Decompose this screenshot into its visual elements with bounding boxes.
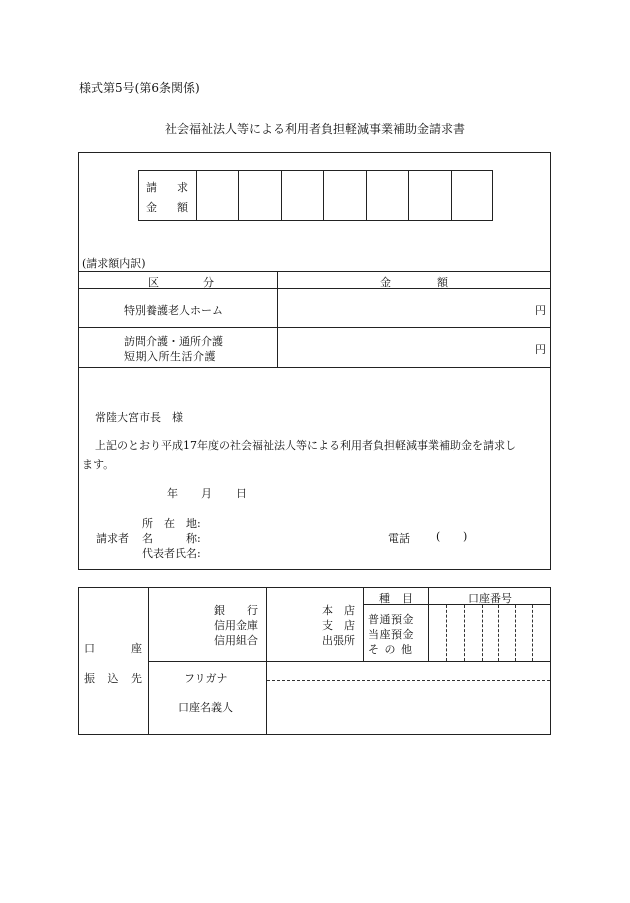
account-label: 口 座	[84, 642, 142, 655]
date-day-label: 日	[236, 487, 247, 500]
kind-current[interactable]: 当座預金	[368, 628, 414, 641]
request-body-line1: 上記のとおり平成17年度の社会福祉法人等による利用者負担軽減事業補助金を請求し	[95, 439, 516, 452]
row-label-short-stay: 短期入所生活介護	[124, 350, 216, 363]
bank-type-credit-bank: 信用金庫	[214, 619, 258, 632]
furigana-input[interactable]	[268, 662, 550, 680]
kind-ordinary[interactable]: 普通預金	[368, 613, 414, 626]
form-number: 様式第5号(第6条関係)	[79, 81, 200, 95]
addressee: 常陸大宮市長 様	[95, 411, 183, 424]
request-body-line2: ます。	[82, 458, 115, 471]
account-number-header: 口座番号	[468, 592, 512, 605]
column-header-category: 区 分	[148, 276, 214, 289]
branch-type-office: 出張所	[322, 634, 355, 647]
furigana-label: フリガナ	[184, 672, 228, 685]
amount-field-nursing-home[interactable]	[278, 289, 546, 327]
claim-amount-box	[138, 170, 493, 221]
date-month-label: 月	[201, 487, 212, 500]
requester-label: 請求者	[96, 532, 129, 545]
phone-label: 電話	[388, 532, 410, 545]
date-year-label: 年	[167, 487, 178, 500]
digit-cell-5[interactable]	[366, 171, 367, 220]
bank-type-credit-union: 信用組合	[214, 634, 258, 647]
digit-cell-1[interactable]	[196, 171, 197, 220]
digit-cell-3[interactable]	[281, 171, 282, 220]
account-holder-label: 口座名義人	[178, 701, 233, 714]
representative-label: 代表者氏名:	[142, 547, 201, 560]
bank-type-bank: 銀 行	[214, 604, 258, 617]
breakdown-caption: (請求額内訳)	[82, 257, 146, 270]
kind-other[interactable]: そ の 他	[368, 643, 413, 656]
page-title: 社会福祉法人等による利用者負担軽減事業補助金請求書	[164, 122, 465, 136]
yen-unit: 円	[535, 304, 546, 317]
digit-cell-6[interactable]	[408, 171, 409, 220]
claim-amount-label: 請 求 金 額	[146, 181, 188, 214]
yen-unit: 円	[535, 343, 546, 356]
name-label: 名 称:	[142, 532, 201, 545]
phone-paren-close: )	[463, 530, 468, 543]
row-label-nursing-home: 特別養護老人ホーム	[124, 304, 223, 317]
address-label: 所 在 地:	[142, 517, 201, 530]
account-holder-input[interactable]	[268, 682, 550, 734]
phone-paren-open: (	[436, 530, 441, 543]
branch-type-head: 本 店	[322, 604, 355, 617]
column-header-amount: 金 額	[380, 276, 448, 289]
amount-field-visit-care[interactable]	[278, 328, 546, 367]
kind-header: 種 目	[379, 592, 413, 605]
transfer-destination-label: 振 込 先	[84, 672, 142, 685]
row-label-visit-care: 訪問介護・通所介護	[124, 335, 223, 348]
branch-type-branch: 支 店	[322, 619, 355, 632]
digit-cell-7[interactable]	[451, 171, 452, 220]
digit-cell-2[interactable]	[238, 171, 239, 220]
digit-cell-4[interactable]	[323, 171, 324, 220]
